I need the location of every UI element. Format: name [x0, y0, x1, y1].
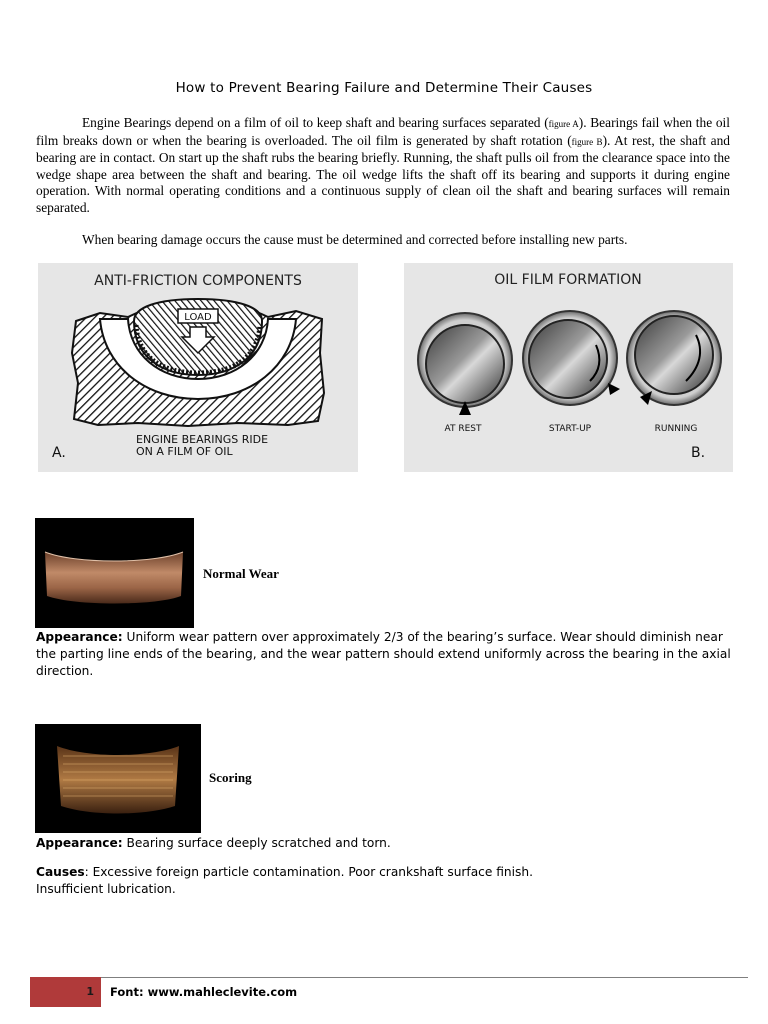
causes-text-line2: Insufficient lubrication. — [36, 882, 176, 896]
scoring-heading: Scoring — [209, 770, 252, 785]
figure-a-heading: ANTI-FRICTION COMPONENTS — [94, 273, 302, 289]
page-title: How to Prevent Bearing Failure and Determine Their Causes — [175, 80, 593, 96]
load-label: LOAD — [184, 312, 212, 323]
figure-a-ref: figure A — [548, 119, 579, 129]
normal-wear-photo — [35, 518, 194, 628]
causes-label: Causes — [36, 865, 85, 879]
damage-paragraph — [36, 232, 730, 249]
figure-b-oil-film — [404, 263, 733, 472]
figure-a-letter: A. — [52, 445, 66, 461]
figure-b-letter: B. — [691, 445, 706, 461]
label-start-up: START-UP — [548, 424, 592, 434]
footer-source: Font: www.mahleclevite.com — [110, 985, 298, 999]
intro-paragraph — [36, 115, 730, 217]
normal-wear-appearance — [36, 629, 736, 680]
figure-b-ref: figure B — [571, 136, 603, 147]
appearance-label: Appearance: — [36, 630, 123, 644]
normal-wear-bearing-image — [35, 518, 194, 628]
page-number: 1 — [86, 985, 94, 998]
intro-text-b: ). Bearings fail when the oil film breaks down or when the bearing is overloaded. The oil film is generated by shaft rotation ( — [36, 115, 730, 148]
running-bearing — [627, 311, 721, 405]
figure-a-caption-line1: ENGINE BEARINGS RIDE — [136, 433, 269, 446]
footer-divider — [30, 977, 748, 978]
start-up-bearing — [523, 311, 620, 405]
figure-b-drawing — [404, 263, 733, 472]
appearance-text: Uniform wear pattern over approximately 2/3 of the bearing’s surface. Wear should diminish near the parting line ends of the bearing, and the wear pattern should extend uniformly across the bearing in the axial direction. — [36, 630, 731, 678]
scoring-causes — [36, 864, 736, 898]
scoring-photo — [35, 724, 201, 833]
at-rest-bearing — [418, 313, 512, 415]
appearance-label: Appearance: — [36, 836, 123, 850]
intro-text-a: Engine Bearings depend on a film of oil to keep shaft and bearing surfaces separated ( — [82, 115, 549, 130]
scoring-bearing-image — [35, 724, 201, 833]
figure-a-drawing — [38, 263, 358, 472]
causes-text: : Excessive foreign particle contamination. Poor crankshaft surface finish. — [84, 865, 533, 879]
label-at-rest: AT REST — [444, 424, 482, 434]
figure-b-heading: OIL FILM FORMATION — [494, 272, 642, 288]
label-running: RUNNING — [654, 424, 698, 434]
damage-text: When bearing damage occurs the cause must be determined and corrected before installing new parts. — [82, 232, 628, 247]
intro-text-c: ). At rest, the shaft and bearing are in contact. On start up the shaft rubs the bearing briefly. Running, the shaft pulls oil from the clearance space into the wedge shape area between the shaft and bearing. The oil wedge lifts the shaft off its bearing and supports it during engine operation. With normal operating conditions and a continuous supply of clean oil the shaft and bearing surfaces will remain separated. — [36, 132, 730, 215]
appearance-text: Bearing surface deeply scratched and torn. — [122, 836, 391, 850]
figure-a-anti-friction — [38, 263, 358, 472]
normal-wear-heading: Normal Wear — [203, 566, 279, 581]
figure-a-caption-line2: ON A FILM OF OIL — [136, 445, 233, 458]
scoring-appearance — [36, 835, 736, 852]
